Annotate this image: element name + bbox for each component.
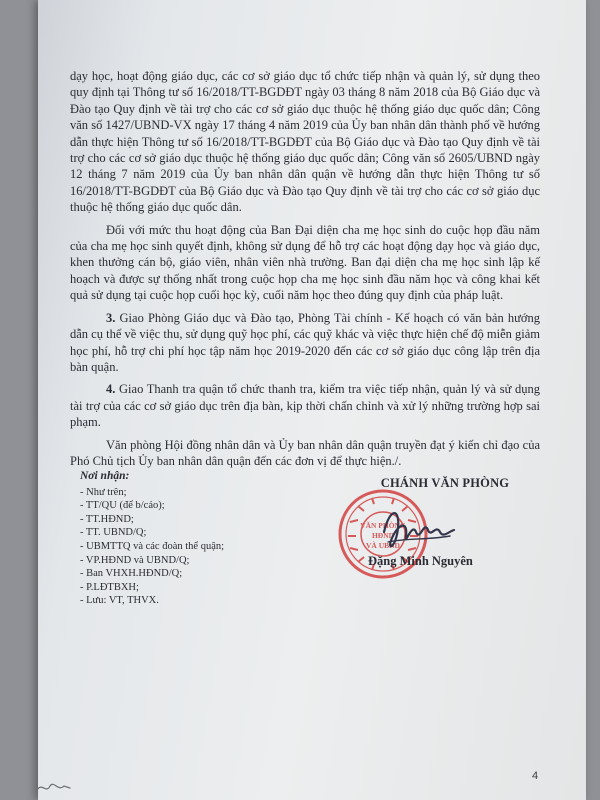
recipient-item: - Ban VHXH.HĐND/Q; [80,568,183,580]
item-4-text: Giao Thanh tra quận tổ chức thanh tra, kiểm tra việc tiếp nhận, quản lý và sử dụng tài trợ của các cơ sở giáo dục trên địa bàn, kịp thời chấn chỉnh và xử lý những trường hợp sai phạm. [70,382,540,430]
recipient-item: - TT. UBND/Q; [80,527,147,539]
recipient-item: - TT/QU (để b/cáo); [80,500,165,512]
recipient-item: - P.LĐTBXH; [80,581,139,593]
page-number: 4 [532,770,539,782]
recipients-list [80,470,310,608]
recipient-item: - Lưu: VT, THVX. [80,595,159,607]
paragraph-parent-fund: Đối với mức thu hoạt động của Ban Đại diện cha mẹ học sinh do cuộc họp đầu năm của cha mẹ học sinh quyết định, không sử dụng để hỗ trợ các hoạt động dạy học và giáo dục, khen thưởng cán bộ, giáo viên, nhân viên nhà trường. Ban đại diện cha mẹ học sinh lập kế hoạch và được sự thống nhất trong cuộc họp cha mẹ học sinh đầu năm học và công khai kết quả sử dụng tại cuộc họp cuối học kỳ, cuối năm học theo đúng quy định của pháp luật. [70,222,540,303]
recipient-item: - TT.HĐND; [80,513,134,525]
document-body [70,68,540,475]
signer-title: CHÁNH VĂN PHÒNG [380,476,510,490]
svg-text:HĐND: HĐND [371,531,395,540]
item-3-text: Giao Phòng Giáo dục và Đào tạo, Phòng Tài chính - Kế hoạch có văn bản hướng dẫn cụ thể về việc thu, sử dụng quỹ học phí, các quỹ khác và việc thực hiện chế độ miễn giảm học phí, hỗ trợ chi phí học tập năm học 2019-2020 đến các cơ sở giáo dục công lập trên địa bàn quận. [70,310,541,374]
recipient-item: - VP.HĐND và UBND/Q; [80,554,190,566]
recipient-item: - UBMTTQ và các đoàn thể quận; [80,540,225,552]
recipients-heading: Nơi nhận: [80,470,130,482]
paragraph-closing: Văn phòng Hội đồng nhân dân và Ủy ban nhân dân quận truyền đạt ý kiến chỉ đạo của Phó Chủ tịch Ủy ban nhân dân quận đến các đơn vị để thực hiện./. [70,437,540,468]
signer-name: Đặng Minh Nguyên [368,554,473,568]
item-3-number: 3. [106,310,116,325]
item-4-number: 4. [106,382,116,397]
paragraph-continuation: dạy học, hoạt động giáo dục, các cơ sở giáo dục tổ chức tiếp nhận và quản lý, sử dụng theo quy định tại Thông tư số 16/2018/TT-BGDĐT ngày 03 tháng 8 năm 2018 của Bộ Giáo dục và Đào tạo Quy định về tài trợ cho các cơ sở giáo dục thuộc hệ thống giáo dục quốc dân; Công văn số 1427/UBND-VX ngày 17 tháng 4 năm 2019 của Ủy ban nhân dân thành phố về hướng dẫn thực hiện Thông tư số 16/2018/TT-BGDĐT của Bộ Giáo dục và Đào tạo Quy định về tài trợ cho các cơ sở giáo dục thuộc hệ thống giáo dục quốc dân; Công văn số 2605/UBND ngày 12 tháng 7 năm 2019 của Ủy ban nhân dân quận về hướng dẫn thực hiện Thông tư số 16/2018/TT-BGDĐT của Bộ Giáo dục và Đào tạo Quy định về tài trợ cho các cơ sở giáo dục thuộc hệ thống giáo dục quốc dân. [70,69,540,215]
handwritten-signature [378,502,458,557]
paragraph-item-3 [70,310,540,376]
svg-text:VĂN PHÒNG: VĂN PHÒNG [360,521,406,530]
recipient-item: - Như trên; [80,486,127,498]
paragraph-item-4 [70,381,540,430]
svg-text:VÀ UBND: VÀ UBND [366,541,400,550]
pencil-scribble-mark [34,778,74,796]
